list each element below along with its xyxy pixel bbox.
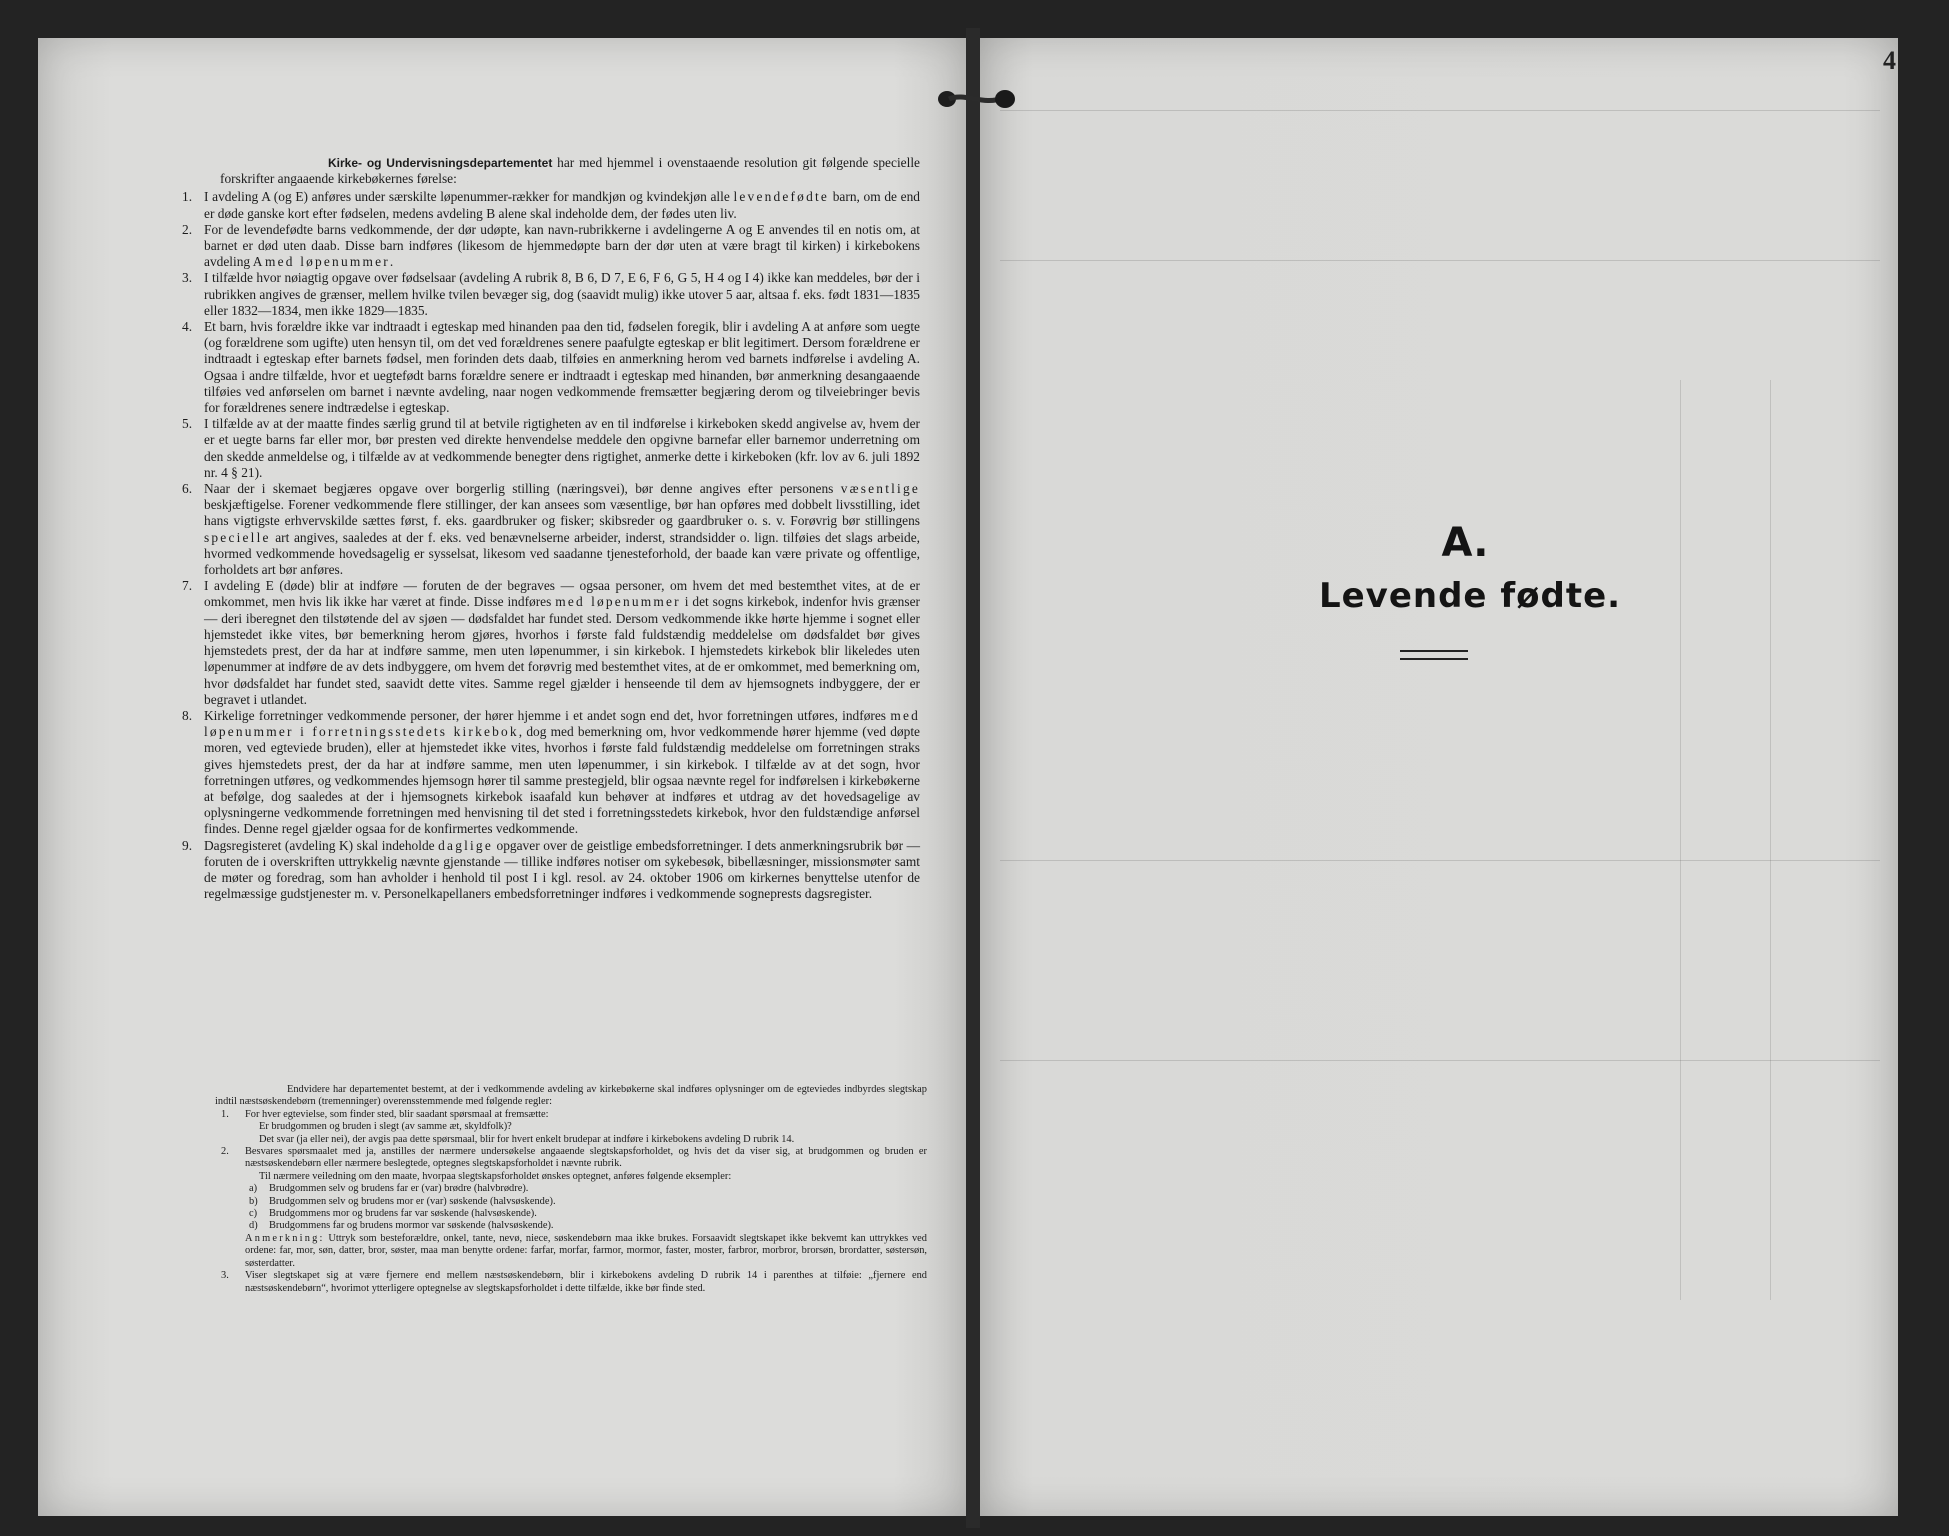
regulation-item: 8. Kirkelige forretninger vedkommende personer, der hører hjemme i et andet sogn end det, hvor forretningen utføres, indføres med løpenummer i forretningsstedets kirkebok, dog med bemerkning om, hvor vedkommende hører hjemme (ved døpte moren, ved egteviede bruden), eller at hjemstedet ikke vites, hvorhos i første fald fuldstændig meddelelse om forretningen straks gives hjemstedets prest, der da har at indføre samme, men uten løpenummer, i sin kirkebok. I tilfælde av at det sogn, hvor forretningen utføres, og vedkommendes hjemsogn hører til samme prestegjeld, blir ogsaa nævnte regel for indførelsen i kirkebøkerne at befølge, dog saaledes at der i hjemsognets kirkebok isaafald kun behøver at indføres et utdrag av det hovedsagelige av oplysningerne vedkommende forretningen med henvisning til det sted i forretningsstedets kirkebok, hvor den fuldstændige anførsel findes. Denne regel gjælder ogsaa for de konfirmertes vedkommende. [182,707,920,837]
example-item: b) Brudgommen selv og brudens mor er (var) søskende (halvsøskende). [249,1195,556,1207]
binding-thread-icon [935,88,1017,110]
section-letter: A. [1441,520,1489,566]
ruled-line [1000,110,1880,111]
department-name: Kirke- og Undervisningsdepartementet [328,156,553,170]
regulations-list [168,189,920,902]
supplement-intro: Endvidere har departementet bestemt, at der i vedkommende avdeling av kirkebøkerne skal indføres oplysninger om de egteviedes indbyrdes slegtskap indtil næstsøskendebørn (tremenninger) overensstemmende med følgende regler: [215,1084,927,1108]
intro-text: har med hjemmel i ovenstaaende resolution git følgende specielle forskrifter angaaende kirkebøkernes førelse: [220,155,920,187]
regulation-item: 5. I tilfælde av at der maatte findes særlig grund til at betvile rigtigheten av en til indførelse i kirkeboken skedd angivelse av, hvem der er et uegte barns far eller mor, bør presten ved direkte henvendelse meddele den opgivne barnefar eller barnemor underretning om den skedde anmeldelse og, i tilfælde av at vedkommende benegter dens rigtighet, anmerke dette i kirkeboken (kfr. lov av 6. juli 1892 nr. 4 § 21). [182,416,920,480]
supplement-item: 3. Viser slegtskapet sig at være fjernere end mellem næstsøskendebørn, blir i kirkebokens avdeling D rubrik 14 i parenthes at tilføie: „fjernere end næstsøskendebørn“, hvorimot ytterligere optegnelse av slegtskapsforholdet i dette tilfælde, ikke bør finde sted. [221,1270,927,1294]
section-divider [1400,650,1468,660]
ruled-line [1000,860,1880,861]
example-item: a) Brudgommen selv og brudens far er (var) brødre (halvbrødre). [249,1183,529,1195]
example-item: c) Brudgommens mor og brudens far var søskende (halvsøskende). [249,1208,537,1220]
page-number: 4 [1883,46,1896,75]
supplement-text [215,1084,927,1295]
book-gutter [966,28,980,1528]
regulation-item: 1. I avdeling A (og E) anføres under særskilte løpenummer-rækker for mandkjøn og kvindekjøn alle levendefødte barn, om de end er døde ganske kort efter fødselen, medens avdeling B alene skal indeholde dem, der fødes uten liv. [182,189,920,221]
supplement-list [215,1109,927,1295]
ruled-column [1680,380,1681,1300]
ruled-column [1770,380,1771,1300]
ruled-line [1000,260,1880,261]
regulation-item: 9. Dagsregisteret (avdeling K) skal indeholde daglige opgaver over de geistlige embedsforretninger. I dets anmerkningsrubrik bør — foruten de i overskriften uttrykkelig nævnte gjenstande — tillike indføres notiser om sykebesøk, bibellæsninger, missionsmøter samt de møter og foredrag, som han avholder i henhold til post I i kgl. resol. av 24. oktober 1906 om kirkernes benyttelse utenfor de regelmæssige gudstjenester m. v. Personelkapellaners embedsforretninger indføres i vedkommende sogneprests dagsregister. [182,837,921,902]
example-item: d) Brudgommens far og brudens mormor var søskende (halvsøskende). [249,1220,554,1232]
regulation-item: 3. I tilfælde hvor nøiagtig opgave over fødselsaar (avdeling A rubrik 8, B 6, D 7, E 6, F 6, G 5, H 4 og I 4) ikke kan meddeles, bør der i rubrikken angives de grænser, mellem hvilke tvilen bevæger sig, dog (saavidt mulig) ikke utover 5 aar, altsaa f. eks. født 1831—1835 eller 1832—1834, men ikke 1829—1835. [182,270,920,318]
supplement-item: 1. For hver egtevielse, som finder sted, blir saadant spørsmaal at fremsætte: Er brudgommen og bruden i slegt (av samme æt, skyldfolk)? Det svar (ja eller nei), der avgis paa dette spørsmaal, blir for hvert enkelt brudepar at indføre i kirkebokens avdeling D rubrik 14. [221,1108,795,1145]
supplement-item: 2. Besvares spørsmaalet med ja, anstilles der nærmere undersøkelse angaaende slegtskapsforholdet, og hvis det da viser sig, at brudgommen og bruden er næstsøskendebørn eller nærmere beslegtede, optegnes slegtskapsforholdet i nævnte rubrik. Til nærmere veiledning om den maate, hvorpaa slegtskapsforholdet ønskes optegnet, anføres følgende eksempler: a) Brudgommen selv og brudens far er (var) brødre (halvbrødre). b) Brudgommen selv og brudens mor er (var) søskende (halvsøskende). c) Brudgommens mor og brudens far var søskende (halvsøskende). d) Brudgommens far og brudens mormor var søskende (halvsøskende). Anmerkning: Uttryk som besteforældre, onkel, tante, nevø, niece, søskendebørn maa ikke brukes. Forsaavidt slegtskapet ikke bekvemt kan uttrykkes ved ordene: far, mor, søn, datter, bror, søster, maa man benytte ordene: farfar, morfar, farmor, mormor, faster, moster, farbror, morbror, brorsøn, brordatter, søstersøn, søsterdatter. [221,1146,927,1269]
regulation-item: 7. I avdeling E (døde) blir at indføre — foruten de der begraves — ogsaa personer, om hvem det med bestemthet vites, at de er omkommet, men hvis lik ikke har været at finde. Disse indføres med løpenummer i det sogns kirkebok, indenfor hvis grænser — deri iberegnet den tilstøtende del av sjøen — dødsfaldet har fundet sted. Dersom vedkommende ikke hørte hjemme i sognet eller hjemstedet ikke vites, bør bemerkning herom gjøres, hvorhos i første fald fuldstændig meddelelse om dødsfaldet bør gives hjemstedets prest, der da har at indføre samme, men uten løpenummer, i sin kirkebok. I hjemstedets kirkebok blir likeledes uten løpenummer at indføre de av dets indbyggere, om hvem det forøvrig med bestemthet vites, at de er omkommet, med bemerkning om, hvor dødsfaldet har fundet sted, saavidt dette vites. Samme regel gjælder i henseende til dem av hjemsognets indbyggere, der er begravet i utlandet. [182,578,920,707]
regulations-text [168,155,920,902]
regulation-item: 4. Et barn, hvis forældre ikke var indtraadt i egteskap med hinanden paa den tid, fødselen foregik, blir i avdeling A at anføre som uegte (og forældrene som ugifte) uten hensyn til, om det ved forældrenes senere paafulgte egteskap er blit legitimert. Dersom forældrene er indtraadt i egteskap efter barnets fødsel, men forinden dets daab, tilføies en anmerkning herom ved barnets indførelse i avdeling A. Ogsaa i andre tilfælde, hvor et uegtefødt barns forældre senere er indtraadt i egteskap med hinanden, bør anmerkning desangaaende tilføies ved anførselen om barnet i nævnte avdeling, naar nogen vedkommende fremsætter begjæring derom og tilveiebringer bevis for forældrenes senere indtrædelse i egteskap. [182,319,920,416]
note: Anmerkning: Uttryk som besteforældre, onkel, tante, nevø, niece, søskendebørn maa ikke brukes. Forsaavidt slegtskapet ikke bekvemt kan uttrykkes ved ordene: far, mor, søn, datter, bror, søster, maa man benytte ordene: farfar, morfar, farmor, mormor, faster, moster, farbror, morbror, brorsøn, brordatter, søstersøn, søsterdatter. [245,1232,927,1269]
regulation-item: 2. For de levendefødte barns vedkommende, der dør udøpte, kan navn-rubrikkerne i avdelingerne A og E anvendes til en notis om, at barnet er død uten daab. Disse barn indføres (likesom de hjemmedøpte barn der dør uten at være bragt til kirken) i kirkebokens avdeling A med løpenummer. [182,221,920,270]
regulation-item: 6. Naar der i skemaet begjæres opgave over borgerlig stilling (næringsvei), bør denne angives efter personens væsentlige beskjæftigelse. Forener vedkommende flere stillinger, der kan ansees som væsentlige, bør han opføres med dobbelt livsstilling, idet hans vigtigste erhvervskilde sættes først, f. eks. gaardbruker og fisker; skibsreder og gaardbruker o. s. v. Forøvrig bør stillingens specielle art angives, saaledes at der f. eks. ved benævnelserne arbeider, inderst, strandsidder o. lign. tilføies det slags arbeide, hvormed vedkommende hovedsagelig er sysselsat, likesom ved saadanne tjenesteforhold, der baade kan være private og offentlige, forholdets art bør anføres. [182,481,920,578]
section-title: Levende fødte. [1318,576,1622,616]
ruled-line [1000,1060,1880,1061]
regulations-intro [220,155,920,187]
